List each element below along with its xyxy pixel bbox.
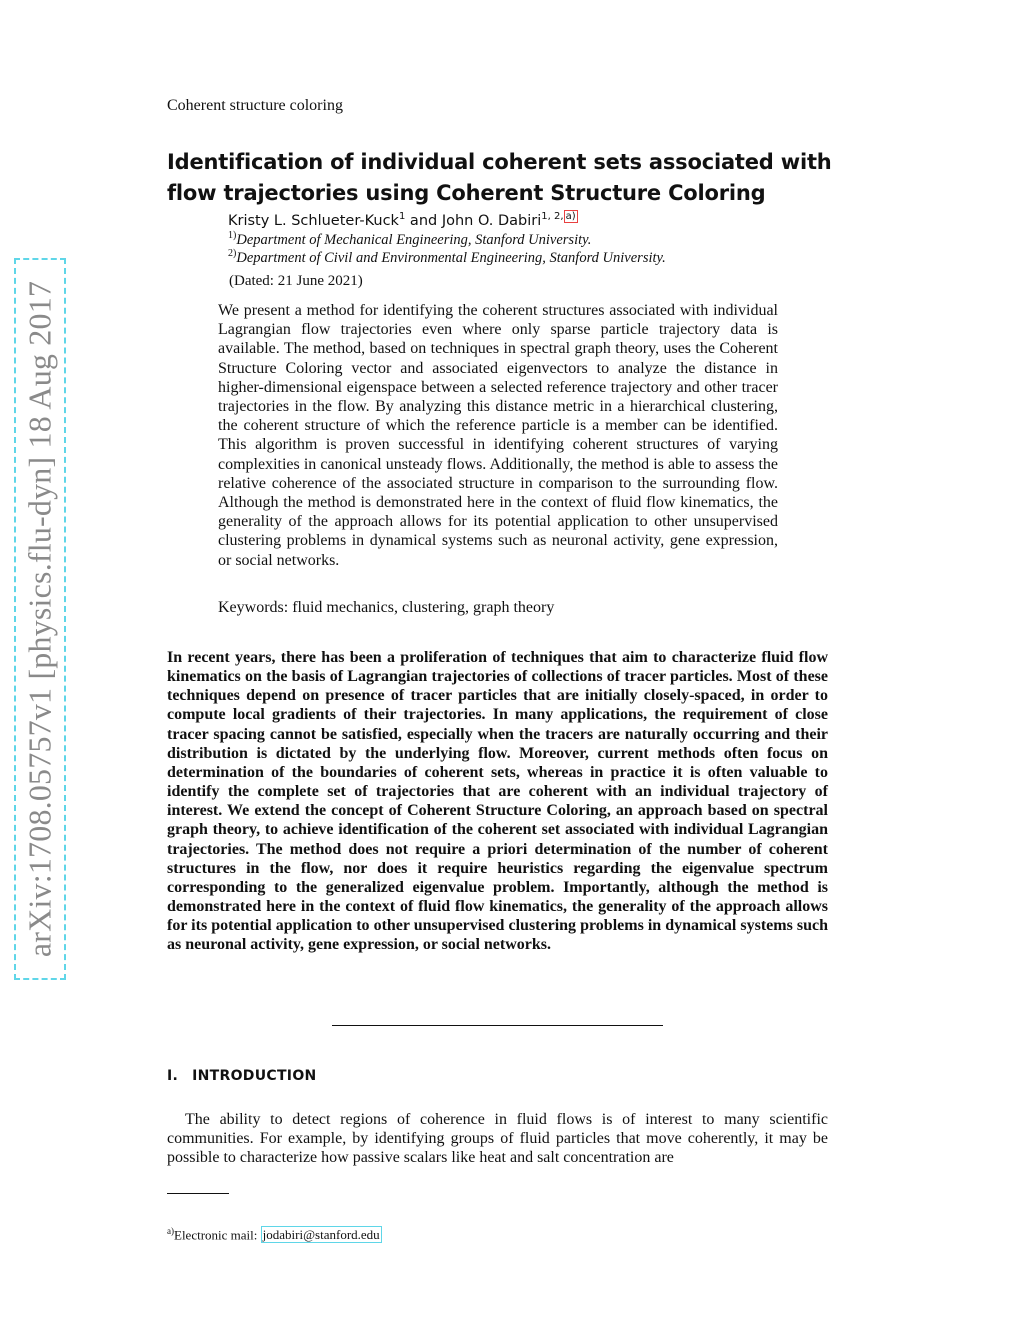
author-name: John O. Dabiri: [441, 212, 542, 229]
footnote-rule: [167, 1193, 229, 1194]
footnote-link[interactable]: a): [565, 211, 576, 222]
affiliation-mark: 1, 2,: [541, 211, 564, 222]
affiliation-mark: 1): [228, 230, 237, 241]
date-line: (Dated: 21 June 2021): [229, 273, 363, 289]
email-link[interactable]: jodabiri@stanford.edu: [262, 1227, 380, 1243]
section-title: INTRODUCTION: [192, 1068, 317, 1084]
keywords: Keywords: fluid mechanics, clustering, graph theory: [218, 599, 555, 616]
abstract: We present a method for identifying the coherent structures associated with individual Lagrangian flow trajectories even where only sparse particle trajectory data is available. The method, based on techniques in spectral graph theory, uses the Coherent Structure Coloring vector and associated eigenvectors to analyze the distance in higher-dimensional eigenspace between a selected reference trajectory and other tracer trajectories in the flow. By analyzing this distance metric in a hierarchical clustering, the coherent structure of which the reference particle is a member can be identified. This algorithm is proven successful in identifying coherent structures of varying complexities in canonical unsteady flows. Additionally, the method is able to assess the relative coherence of the associated structure in comparison to the surrounding flow. Although the method is demonstrated here in the context of fluid flow kinematics, the generality of the approach allows for its potential application to other unsupervised clustering problems in dynamical systems such as neuronal activity, gene expression, or social networks.: [218, 302, 778, 569]
author-name: Kristy L. Schlueter-Kuck: [228, 212, 399, 229]
affiliation-mark: 2): [228, 248, 237, 259]
footnote-mark: a): [167, 1226, 174, 1236]
affiliation-mark: 1: [398, 211, 406, 222]
affiliation-1: [228, 230, 591, 249]
affiliation-text: Department of Mechanical Engineering, Stanford University.: [236, 231, 592, 248]
section-number: I.: [167, 1068, 179, 1084]
affiliation-2: [228, 248, 666, 267]
section-heading: [167, 1068, 317, 1084]
footnote: [167, 1226, 382, 1243]
running-head: Coherent structure coloring: [167, 97, 343, 114]
author-conjunction: and: [405, 212, 442, 229]
title-line-2: flow trajectories using Coherent Structure Coloring: [167, 181, 766, 205]
lead-paragraph: In recent years, there has been a proliferation of techniques that aim to characterize fluid flow kinematics on the basis of Lagrangian trajectories of collections of tracer particles. Most of these techniques depend on presence of tracer particles that are initially closely-spaced, in order to compute local gradients of their trajectories. In many applications, the requirement of close tracer spacing cannot be satisfied, especially when the tracers are naturally occurring and their distribution is dictated by the underlying flow. Moreover, current methods often focus on determination of the boundaries of coherent sets, whereas in practice it is often valuable to identify the complete set of trajectories that are coherent with an individual trajectory of interest. We extend the concept of Coherent Structure Coloring, an approach based on spectral graph theory, to achieve identification of the coherent set associated with individual Lagrangian trajectories. The method does not require a priori determination of the number of coherent structures in the flow, nor does it require heuristics regarding the eigenvalue spectrum corresponding to the generalized eigenvalue problem. Importantly, although the method is demonstrated here in the context of fluid flow kinematics, the generality of the approach allows for its potential application to other unsupervised clustering problems in dynamical systems such as neuronal activity, gene expression, or social networks.: [167, 649, 828, 954]
title-line-1: Identification of individual coherent sets associated with: [167, 150, 832, 174]
footnote-label: Electronic mail:: [174, 1227, 261, 1243]
arxiv-sidebar-stamp: [14, 258, 66, 980]
affiliation-text: Department of Civil and Environmental Engineering, Stanford University.: [236, 249, 666, 266]
arxiv-identifier: arXiv:1708.05757v1 [physics.flu-dyn] 18 Aug 2017: [21, 280, 58, 958]
paper-title: [167, 147, 847, 209]
author-list: [228, 211, 578, 229]
intro-paragraph: The ability to detect regions of coherence in fluid flows is of interest to many scientific communities. For example, by identifying groups of fluid particles that move coherently, it may be possible to characterize how passive scalars like heat and salt concentration are: [167, 1111, 828, 1167]
section-divider: [332, 1025, 663, 1026]
